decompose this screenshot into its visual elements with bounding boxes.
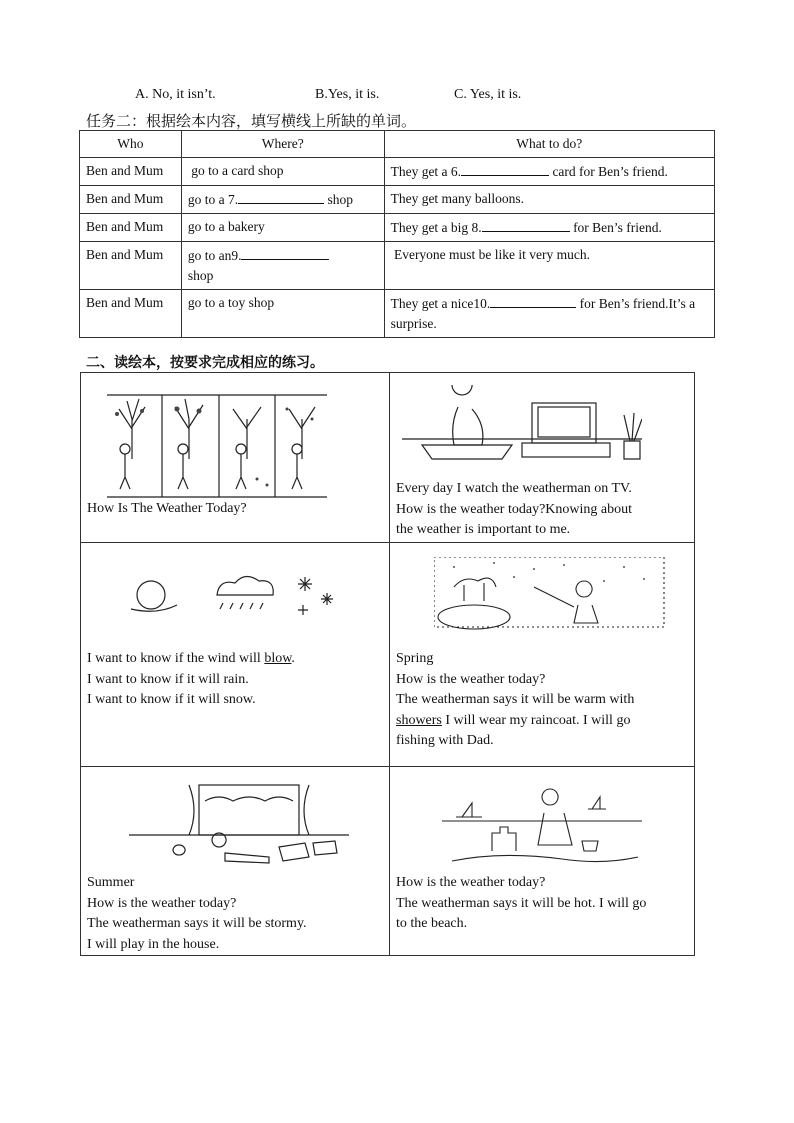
answer-blank-8[interactable] (482, 217, 570, 232)
what-text-after: for Ben’s friend.It’s a surprise. (390, 296, 696, 331)
panel-spring (390, 543, 695, 767)
panel-text: to the beach. (396, 916, 468, 931)
answer-blank-9[interactable] (241, 245, 329, 260)
panel-text: Summer (87, 875, 135, 890)
child-reading-indoors-drawing (129, 781, 349, 873)
panel-text: The weatherman says it will be stormy. (87, 916, 307, 931)
option-c: C. Yes, it is. (454, 87, 522, 102)
what-text: They get a nice10. (390, 296, 491, 311)
text-part: I will wear my raincoat. I will go (441, 712, 631, 728)
answer-blank-6[interactable] (461, 161, 549, 176)
spring-illustration (396, 543, 688, 649)
panel-text: I will play in the house. (87, 936, 220, 952)
what-text-after: for Ben’s friend. (569, 220, 662, 235)
fill-in-table (79, 130, 715, 338)
cell-what (384, 290, 714, 338)
header-where: Where? (181, 131, 384, 158)
panel-text: How is the weather today? (396, 671, 546, 687)
table-row (80, 242, 715, 290)
cell-where (181, 242, 384, 290)
panel-text: I want to know if it will rain. (87, 671, 249, 687)
panel-text: The weatherman says it will be warm with (396, 692, 635, 707)
panel-text: the weather is important to me. (396, 522, 571, 537)
tv-illustration (396, 373, 688, 479)
cell-what (384, 214, 714, 242)
wind-rain-snow-drawing (127, 565, 347, 645)
panel-text: How Is The Weather Today? (87, 501, 247, 516)
text-part: . (291, 651, 295, 666)
cell-where (181, 158, 384, 186)
cell-what (384, 242, 714, 290)
table-row (80, 186, 715, 214)
what-text: They get a 6. (390, 164, 462, 179)
cell-where (181, 186, 384, 214)
panel-text: Spring (396, 651, 434, 666)
four-seasons-drawing (107, 389, 327, 501)
panel-text: I want to know if it will snow. (87, 692, 256, 707)
panel-weather-title (81, 373, 390, 543)
option-a: A. No, it isn’t. (135, 87, 216, 102)
cell-what: They get many balloons. (384, 186, 714, 214)
cell-who: Ben and Mum (80, 158, 182, 186)
header-who: Who (80, 131, 182, 158)
text-part: I want to know if the wind will (87, 651, 265, 666)
girl-watching-tv-drawing (402, 385, 642, 477)
grid-row (81, 767, 695, 956)
underlined-word-showers: showers (396, 712, 442, 728)
panel-beach (390, 767, 695, 956)
cell-who: Ben and Mum (80, 214, 182, 242)
beach-sandcastle-drawing (442, 781, 642, 873)
wind-rain-snow-illustration (87, 543, 383, 649)
cell-where: go to a toy shop (181, 290, 384, 338)
fishing-in-rain-drawing (434, 557, 674, 647)
cell-who: Ben and Mum (80, 290, 182, 338)
where-text: go to a card shop (191, 163, 284, 178)
what-text: Everyone must be like it very much. (393, 247, 591, 262)
picture-book-grid (80, 372, 695, 956)
table-row (80, 290, 715, 338)
task2-title: 任务二：根据绘本内容，填写横线上所缺的单词。 (86, 112, 417, 130)
cell-where: go to a bakery (181, 214, 384, 242)
table-row (80, 214, 715, 242)
table-header-row (80, 131, 715, 158)
grid-row (81, 373, 695, 543)
what-text-after: card for Ben’s friend. (549, 164, 668, 179)
cell-who: Ben and Mum (80, 186, 182, 214)
grid-row (81, 543, 695, 767)
panel-text: Every day I watch the weatherman on TV. (396, 481, 632, 496)
panel-summer (81, 767, 390, 956)
header-what: What to do? (384, 131, 714, 158)
panel-weatherman-tv (390, 373, 695, 543)
where-text-after: shop (187, 268, 214, 283)
panel-text (87, 649, 383, 670)
panel-want-to-know (81, 543, 390, 767)
cell-who: Ben and Mum (80, 242, 182, 290)
panel-text: How is the weather today? (396, 875, 546, 890)
where-text: go to an9. (187, 248, 242, 263)
four-seasons-illustration (87, 373, 383, 499)
panel-text: fishing with Dad. (396, 733, 494, 748)
where-text-after: shop (324, 192, 353, 207)
panel-text (396, 711, 688, 732)
panel-text: The weatherman says it will be hot. I will go (396, 895, 647, 911)
summer-illustration (87, 767, 383, 873)
table-row (80, 158, 715, 186)
what-text: They get a big 8. (390, 220, 482, 235)
beach-illustration (396, 767, 688, 873)
panel-text: How is the weather today?Knowing about (396, 501, 632, 517)
section2-title: 二、读绘本，按要求完成相应的练习。 (86, 355, 324, 371)
panel-text: How is the weather today? (87, 895, 237, 911)
option-b: B.Yes, it is. (315, 87, 380, 102)
where-text: go to a 7. (187, 192, 239, 207)
underlined-word-blow: blow (264, 651, 292, 666)
answer-blank-10[interactable] (490, 293, 576, 308)
cell-what (384, 158, 714, 186)
answer-blank-7[interactable] (238, 189, 324, 204)
